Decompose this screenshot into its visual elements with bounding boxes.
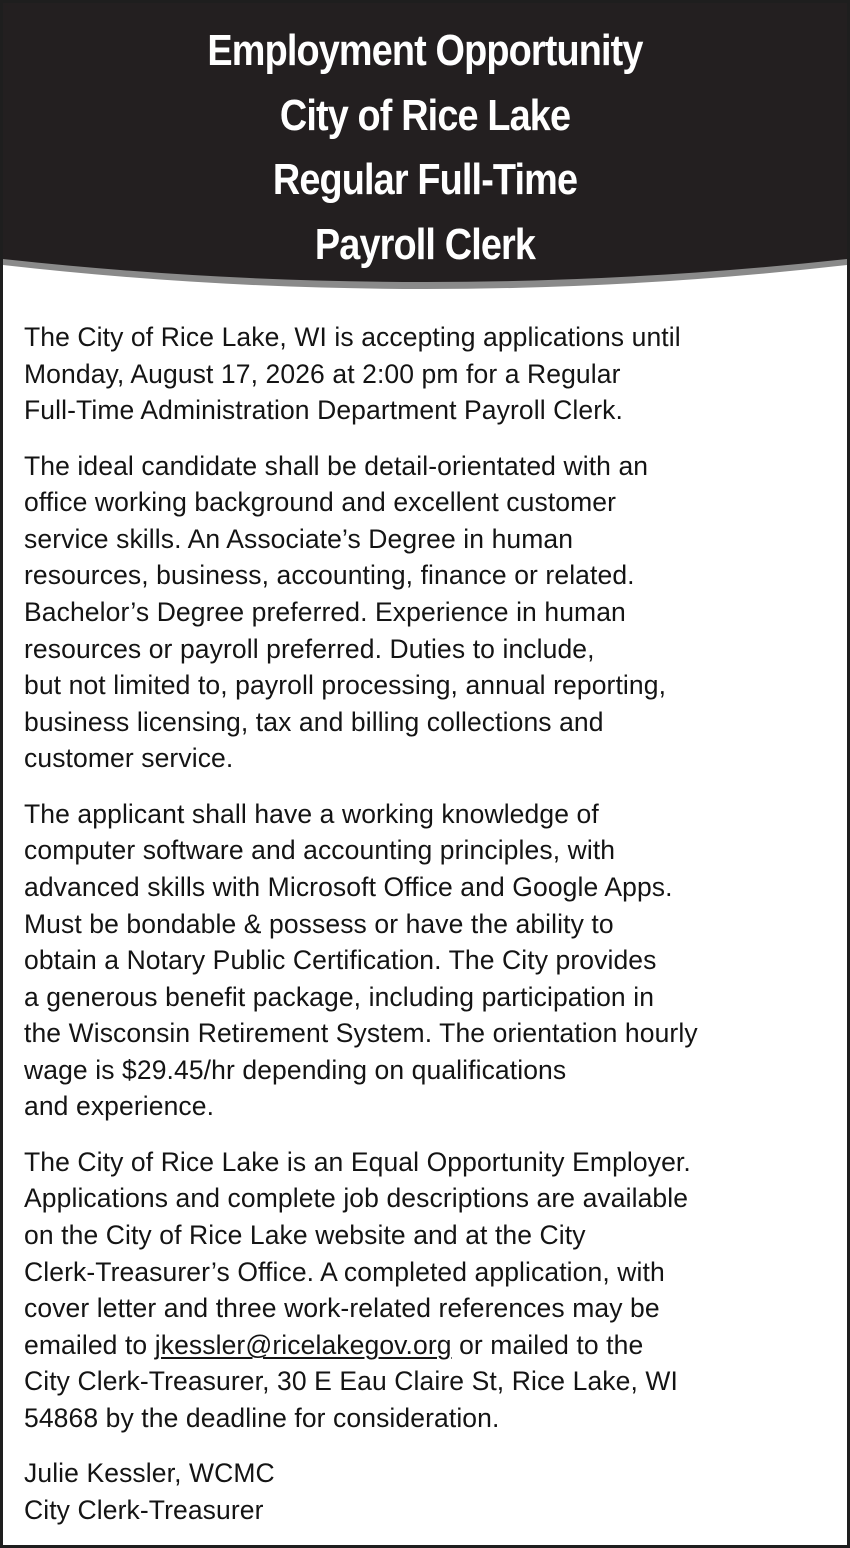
paragraph-announcement xyxy=(24,319,834,429)
text-line: computer software and accounting principles, with xyxy=(24,835,616,866)
text-line: office working background and excellent customer xyxy=(24,487,617,518)
text-line: business licensing, tax and billing collections and xyxy=(24,706,604,737)
title-line-2: City of Rice Lake xyxy=(279,90,571,140)
text-line: The City of Rice Lake, WI is accepting applications until xyxy=(24,322,681,352)
ad-title xyxy=(62,19,788,277)
header-banner xyxy=(3,3,847,303)
text-line: City Clerk-Treasurer, 30 E Eau Claire St, Rice Lake, WI xyxy=(24,1366,678,1397)
text-line: Bachelor’s Degree preferred. Experience in human xyxy=(24,596,626,627)
text-line: service skills. An Associate’s Degree in human xyxy=(24,523,574,554)
text-line: obtain a Notary Public Certification. The City provides xyxy=(24,945,657,976)
paragraph-skills-benefits xyxy=(24,796,834,1125)
text-line: Clerk-Treasurer’s Office. A completed application, with xyxy=(24,1256,665,1287)
text-line: Applications and complete job descriptions are available xyxy=(24,1183,689,1214)
title-line-3: Regular Full-Time xyxy=(272,155,578,204)
text-line: The applicant shall have a working knowledge of xyxy=(24,798,599,829)
text-line: The City of Rice Lake is an Equal Opportunity Employer. xyxy=(24,1146,691,1177)
text-line: cover letter and three work-related references may be xyxy=(24,1293,660,1324)
signature-name: Julie Kessler, WCMC xyxy=(24,1458,275,1489)
text-line: customer service. xyxy=(24,743,234,774)
text-line: Full-Time Administration Department Payroll Clerk. xyxy=(24,395,623,426)
text-line: the Wisconsin Retirement System. The orientation hourly xyxy=(24,1018,698,1049)
text-line: wage is $29.45/hr depending on qualifications xyxy=(24,1054,567,1085)
text-line: and experience. xyxy=(24,1091,215,1122)
text-line: Must be bondable & possess or have the ability to xyxy=(24,908,614,939)
text-line: resources, business, accounting, finance or related. xyxy=(24,560,635,591)
text-line: 54868 by the deadline for consideration. xyxy=(24,1403,500,1434)
email-line xyxy=(24,1327,834,1364)
email-prefix: emailed to xyxy=(24,1329,155,1360)
title-line-4: Payroll Clerk xyxy=(314,219,536,269)
text-line: a generous benefit package, including participation in xyxy=(24,981,655,1012)
email-link[interactable]: jkessler@ricelakegov.org xyxy=(154,1329,452,1360)
signature-block xyxy=(24,1455,834,1528)
text-line: on the City of Rice Lake website and at the City xyxy=(24,1220,586,1251)
signature-title: City Clerk-Treasurer xyxy=(24,1495,264,1525)
text-line: resources or payroll preferred. Duties to include, xyxy=(24,633,595,664)
text-line: but not limited to, payroll processing, annual reporting, xyxy=(24,670,667,701)
paragraph-qualifications xyxy=(24,448,834,777)
title-line-1: Employment Opportunity xyxy=(207,26,643,75)
text-line: Monday, August 17, 2026 at 2:00 pm for a Regular xyxy=(24,358,621,389)
text-line: The ideal candidate shall be detail-orientated with an xyxy=(24,450,649,481)
ad-body xyxy=(24,319,834,1547)
paragraph-how-to-apply xyxy=(24,1144,834,1437)
text-line: advanced skills with Microsoft Office and Google Apps. xyxy=(24,871,673,902)
email-suffix: or mailed to the xyxy=(451,1329,644,1360)
